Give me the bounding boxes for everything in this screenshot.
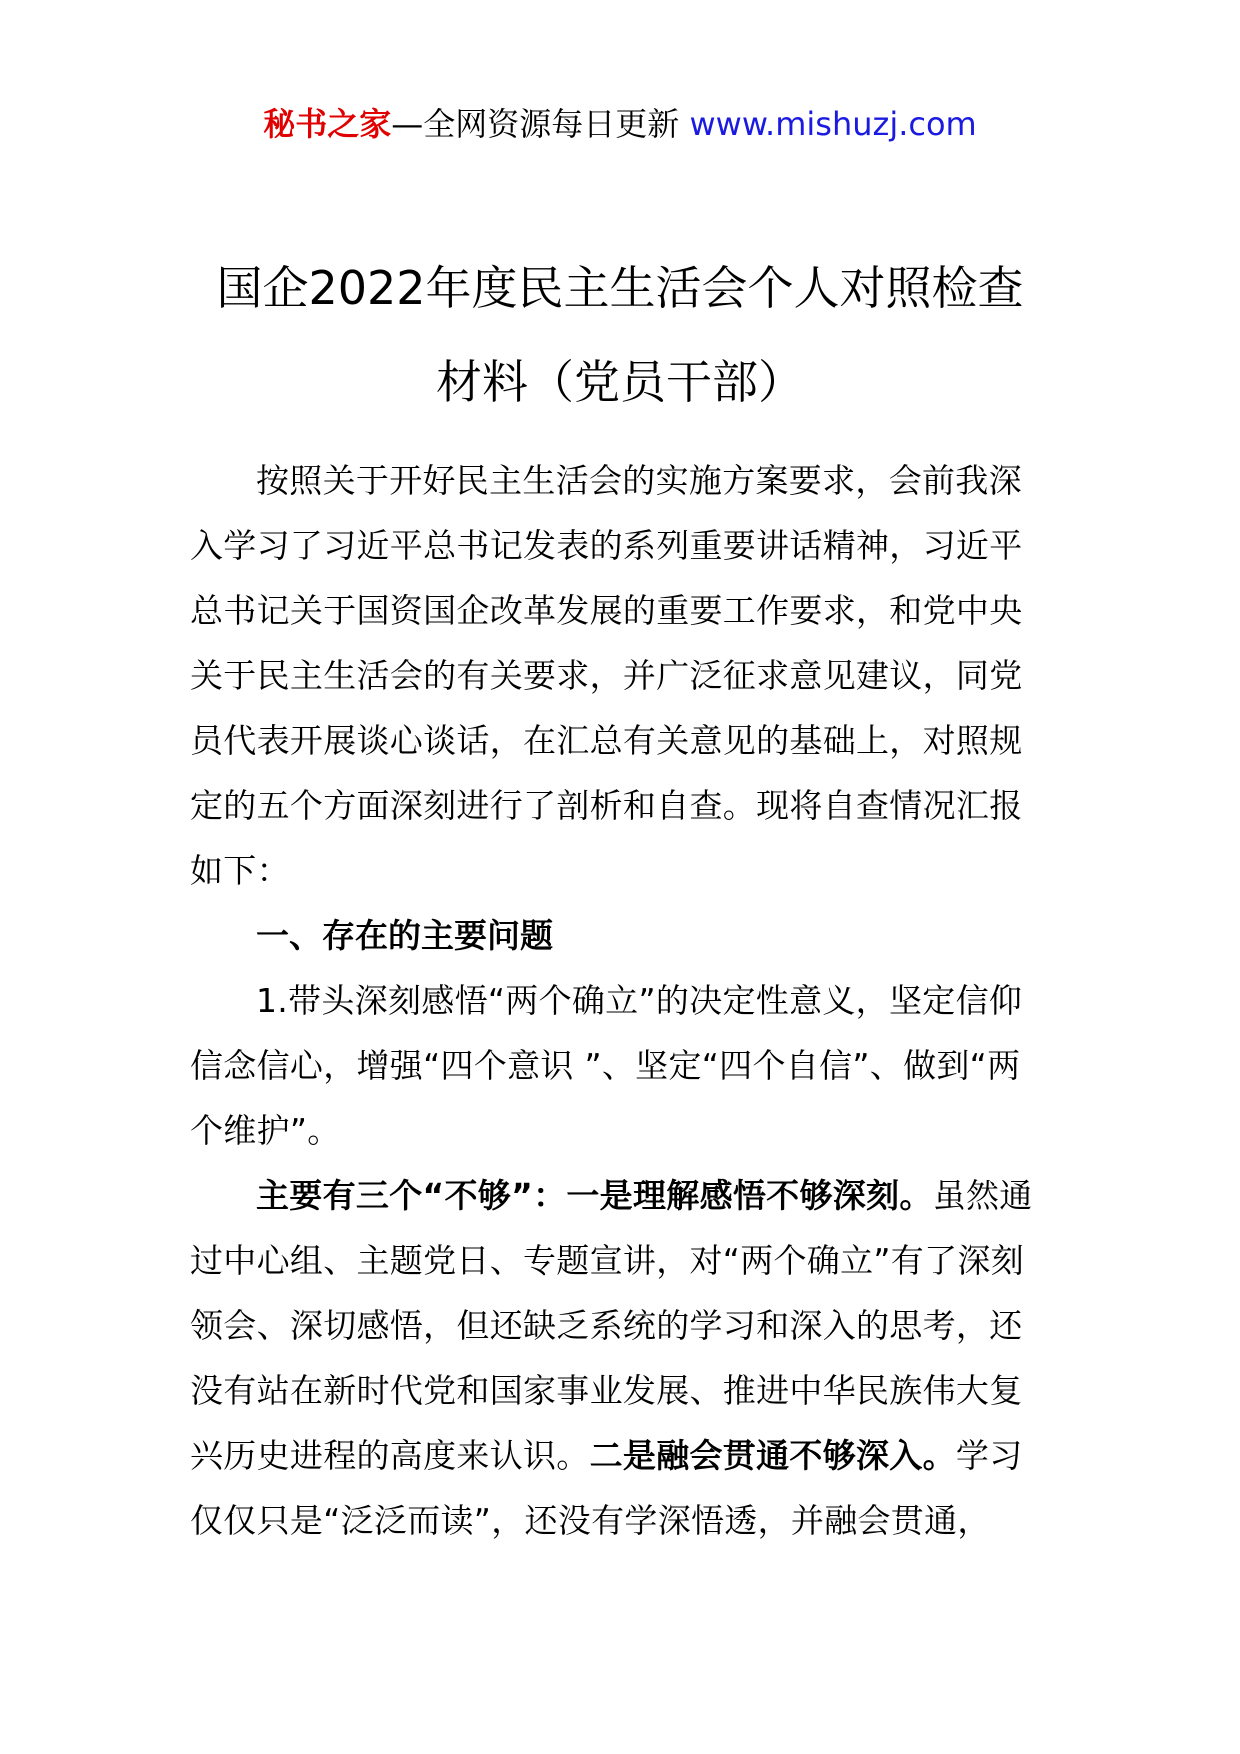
problem-two-bold: 二是融会贯通不够深入。 [589,1436,956,1475]
site-brand: 秘书之家 [263,105,392,143]
document-body [190,448,1050,1553]
document-title-line-1: 国企2022年度民主生活会个人对照检查 [216,261,1024,315]
site-url-link[interactable]: www.mishuzj.com [689,105,977,143]
site-slogan: —全网资源每日更新 [391,105,690,143]
problem-lead-bold: 主要有三个“不够”：一是理解感悟不够深刻。 [256,1176,933,1215]
document-title-line-2: 材料（党员干部） [436,355,804,409]
problem-text-2: 学习仅仅只是“泛泛而读”，还没有学深悟透，并融会贯通， [190,1436,1023,1540]
site-header [0,100,1240,148]
intro-paragraph: 按照关于开好民主生活会的实施方案要求，会前我深入学习了习近平总书记发表的系列重要讲话精神，习近平总书记关于国资国企改革发展的重要工作要求，和党中央关于民主生活会的有关要求，并广泛征求意见建议，同党员代表开展谈心谈话，在汇总有关意见的基础上，对照规定的五个方面深刻进行了剖析和自查。现将自查情况汇报如下： [190,461,1023,890]
problems-paragraph [190,1163,1050,1553]
item-paragraph: 1.带头深刻感悟“两个确立”的决定性意义，坚定信仰信念信心，增强“四个意识 ”、坚定“四个自信”、做到“两个维护”。 [190,981,1023,1150]
problem-text-1: 虽然通过中心组、主题党日、专题宣讲，对“两个确立”有了深刻领会、深切感悟，但还缺乏系统的学习和深入的思考，还没有站在新时代党和国家事业发展、推进中华民族伟大复兴历史进程的高度来认识。 [190,1176,1033,1475]
section-heading: 一、存在的主要问题 [256,916,553,955]
